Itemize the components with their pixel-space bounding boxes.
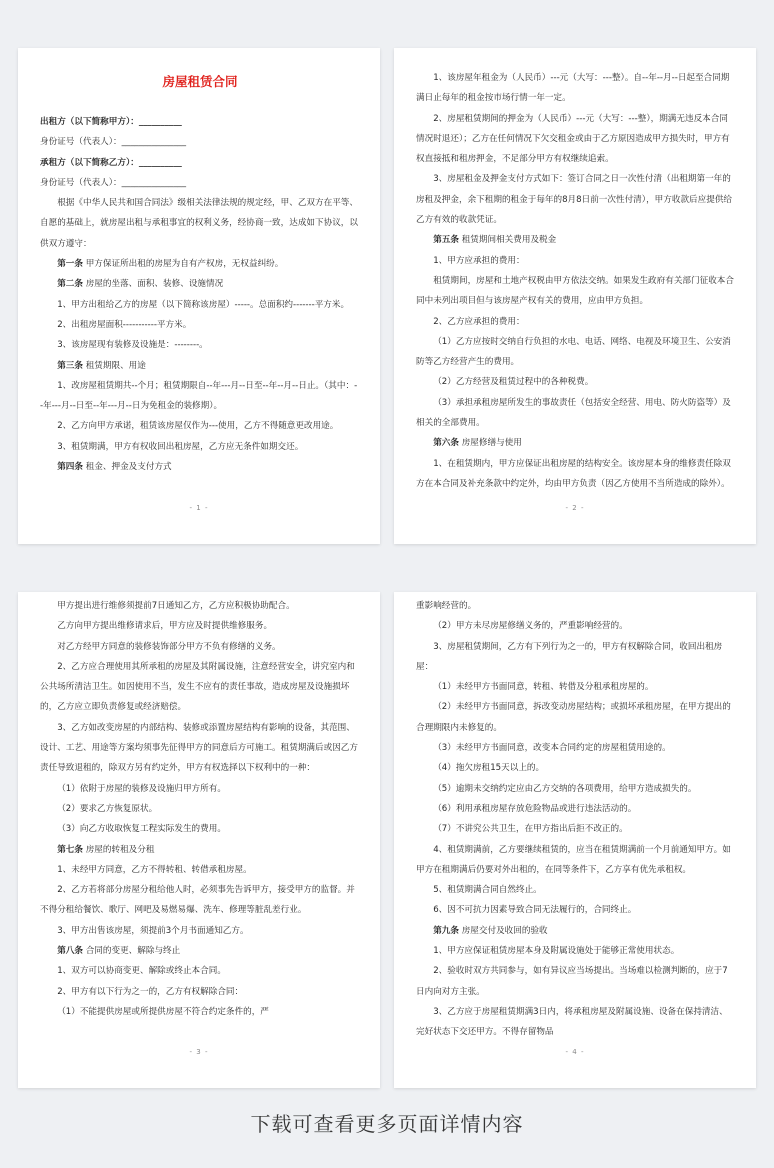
paragraph: （5）逾期未交纳约定应由乙方交纳的各项费用，给甲方造成损失的。 [433, 783, 697, 794]
paragraph: （1）未经甲方书面同意，转租、转借及分租承租房屋的。 [433, 682, 654, 693]
paragraph: 1、双方可以协商变更、解除或终止本合同。 [57, 966, 226, 977]
paragraph: 2、乙方若将部分房屋分租给他人时，必须事先告诉甲方，接受甲方的监督。并不得分租给餐饮、歌厅、网吧及易燃易爆、洗车、修理等脏乱差行业。 [40, 885, 355, 916]
preamble: 根据《中华人民共和国合同法》级相关法律法规的规定经，甲、乙双方在平等、自愿的基础上，就房屋出租与承租事宜的权利义务，经协商一致，达成如下协议，以供双方遵守： [40, 198, 358, 249]
document-page-4 [394, 592, 756, 1088]
article-8 [40, 941, 360, 961]
paragraph: （2）甲方未尽房屋修缮义务的，严重影响经营的。 [433, 621, 628, 632]
article-heading: 第一条 [57, 259, 83, 270]
paragraph: （2）要求乙方恢复原状。 [57, 803, 158, 814]
contract-title: 房屋租赁合同 [162, 74, 238, 89]
paragraph: （3）承担承租房屋所发生的事故责任（包括安全经营、用电、防火防盗等）及相关的全部费用。 [416, 397, 731, 429]
paragraph: 租赁期间，房屋和土地产权税由甲方依法交纳。如果发生政府有关部门征收本合同中未列出项目但与该房屋产权有关的费用，应由甲方负担。 [416, 275, 734, 307]
paragraph: 对乙方经甲方同意的装修装饰部分甲方不负有修缮的义务。 [57, 641, 281, 652]
article-5 [416, 230, 736, 250]
paragraph: 重影响经营的。 [416, 601, 477, 611]
page-number: - 2 - [565, 504, 585, 512]
article-heading: 第五条 [433, 235, 459, 246]
paragraph: 2、甲方有以下行为之一的，乙方有权解除合同： [57, 986, 244, 997]
paragraph: 1、甲方应保证租赁房屋本身及附属设施处于能够正常使用状态。 [433, 946, 680, 957]
article-2 [40, 274, 360, 294]
article-heading: 第六条 [433, 438, 459, 449]
paragraph: 1、在租赁期内，甲方应保证出租房屋的结构安全。该房屋本身的维修责任除双方在本合同及补充条款中约定外，均由甲方负责（因乙方使用不当所造成的除外）。 [416, 458, 731, 489]
lessee-line: 承租方（以下简称乙方）：__________ [40, 157, 182, 168]
article-text: 房屋的坐落、面积、装修、设施情况 [82, 279, 224, 290]
paragraph: （1）依附于房屋的装修及设施归甲方所有。 [57, 783, 226, 794]
document-page-2 [394, 48, 756, 544]
paragraph: 1、该房屋年租金为（人民币）---元（大写：---整）。自--年--月--日起至合同期满日止每年的租金按市场行情一年一定。 [416, 73, 730, 104]
page-number: - 4 - [565, 1048, 585, 1056]
article-text: 房屋交付及收回的验收 [458, 925, 548, 936]
article-heading: 第八条 [57, 946, 83, 957]
paragraph: （2）乙方经营及租赁过程中的各种税费。 [433, 377, 594, 388]
article-3 [40, 356, 360, 376]
page-number: - 3 - [189, 1048, 209, 1056]
article-heading: 第四条 [57, 462, 83, 473]
paragraph: （1）不能提供房屋或所提供房屋不符合约定条件的，严 [57, 1006, 269, 1017]
paragraph: （2）未经甲方书面同意，拆改变动房屋结构；或损坏承租房屋，在甲方提出的合理期限内未修复的。 [416, 702, 731, 733]
paragraph: 3、乙方应于房屋租赁期满3日内，将承租房屋及附属设施、设备在保持清洁、完好状态下交还甲方。不得存留物品 [416, 1006, 728, 1038]
lessor-id-line: 身份证号（代表人）：_______________ [40, 137, 187, 148]
paragraph: 1、未经甲方同意，乙方不得转租、转借承租房屋。 [57, 864, 252, 875]
paragraph: （1）乙方应按时交纳自行负担的水电、电话、网络、电视及环境卫生、公安消防等乙方经营产生的费用。 [416, 336, 731, 368]
lessor-line: 出租方（以下简称甲方）：__________ [40, 117, 182, 127]
article-4 [40, 457, 360, 477]
lessee-id-line: 身份证号（代表人）：_______________ [40, 177, 187, 188]
paragraph: 4、租赁期满前，乙方要继续租赁的，应当在租赁期满前一个月前通知甲方。如甲方在租期满后仍要对外出租的，在同等条件下，乙方享有优先承租权。 [416, 844, 731, 875]
paragraph: 6、因不可抗力因素导致合同无法履行的，合同终止。 [433, 905, 637, 916]
article-text: 合同的变更、解除与终止 [82, 946, 181, 957]
article-9 [416, 921, 736, 941]
article-text: 租赁期间相关费用及税金 [458, 235, 557, 246]
paragraph: 3、房屋租赁期间，乙方有下列行为之一的，甲方有权解除合同，收回出租房屋： [416, 641, 723, 672]
document-page-1 [18, 48, 380, 544]
paragraph: 5、租赁期满合同自然终止。 [433, 885, 542, 896]
paragraph: 甲方提出进行维修须提前7日通知乙方，乙方应积极协助配合。 [57, 601, 295, 611]
article-text: 租赁期限、用途 [82, 360, 146, 371]
paragraph: 乙方向甲方提出维修请求后，甲方应及时提供维修服务。 [57, 621, 273, 632]
paragraph: 2、验收时双方共同参与，如有异议应当场提出。当场难以检测判断的，应于7日内向对方主张。 [416, 966, 728, 997]
document-page-3 [18, 592, 380, 1088]
article-1 [40, 254, 360, 274]
paragraph: （3）向乙方收取恢复工程实际发生的费用。 [57, 824, 226, 835]
paragraph: 2、房屋租赁期间的押金为（人民币）---元（大写：---整），期满无违反本合同情况时退还）；乙方在任何情况下欠交租金或由于乙方原因造成甲方损失时，甲方有权直接抵和租房押金，不足部分甲方有权继续追索。 [416, 113, 730, 165]
article-text: 房屋的转租及分租 [82, 844, 155, 855]
paragraph: 1、甲方出租给乙方的房屋（以下简称该房屋）-----。总面积约-------平方米。 [57, 299, 350, 310]
article-text: 房屋修缮与使用 [458, 438, 522, 449]
paragraph: 2、出租房屋面积-----------平方米。 [57, 319, 192, 330]
paragraph: （4）拖欠房租15天以上的。 [433, 763, 545, 774]
paragraph: 1、改房屋租赁期共--个月；租赁期限自--年---月--日至--年--月--日止。（其中：--年---月--日至--年---月--日为免租金的装修期）。 [40, 380, 358, 412]
article-heading: 第九条 [433, 925, 459, 936]
paragraph: 3、该房屋现有装修及设施是：--------。 [57, 340, 208, 351]
paragraph: 3、乙方如改变房屋的内部结构、装修或添置房屋结构有影响的设备，其范围、设计、工艺、用途等方案均须事先征得甲方的同意后方可施工。租赁期满后或因乙方责任导致退租的，除双方另有约定外，甲方有权选择以下权利中的一种： [40, 722, 358, 774]
paragraph: 3、租赁期满，甲方有权收回出租房屋，乙方应无条件如期交还。 [57, 441, 304, 452]
paragraph: 2、乙方应合理使用其所承租的房屋及其附属设施，注意经营安全，讲究室内和公共场所清洁卫生。如因使用不当，发生不应有的责任事故，造成房屋及设施损坏的，乙方应立即负责修复或经济赔偿。 [40, 661, 355, 713]
article-7 [40, 840, 360, 860]
paragraph: 2、乙方向甲方承诺，租赁该房屋仅作为---使用，乙方不得随意更改用途。 [57, 421, 339, 432]
article-text: 甲方保证所出租的房屋为自有产权房，无权益纠纷。 [82, 259, 284, 270]
paragraph: （7）不讲究公共卫生，在甲方指出后拒不改正的。 [433, 824, 628, 835]
paragraph: 2、乙方应承担的费用： [433, 316, 525, 327]
paragraph: （3）未经甲方书面同意，改变本合同约定的房屋租赁用途的。 [433, 743, 671, 754]
download-more-link[interactable]: 下载可查看更多页面详情内容 [250, 1112, 524, 1136]
paragraph: 3、甲方出售该房屋，须提前3个月书面通知乙方。 [57, 925, 249, 936]
article-heading: 第七条 [57, 844, 83, 855]
paragraph: 3、房屋租金及押金支付方式如下：签订合同之日一次性付清（出租期第一年的房租及押金，余下租期的租金于每年的8月8日前一次性付清），甲方收款后应提供给乙方有效的收款凭证。 [416, 174, 733, 226]
article-heading: 第二条 [57, 279, 83, 290]
page-number: - 1 - [189, 504, 209, 512]
article-heading: 第三条 [57, 360, 83, 371]
article-text: 租金、押金及支付方式 [82, 462, 172, 473]
paragraph: （6）利用承租房屋存放危险物品或进行违法活动的。 [433, 803, 637, 814]
paragraph: 1、甲方应承担的费用： [433, 255, 525, 266]
article-6 [416, 433, 736, 453]
